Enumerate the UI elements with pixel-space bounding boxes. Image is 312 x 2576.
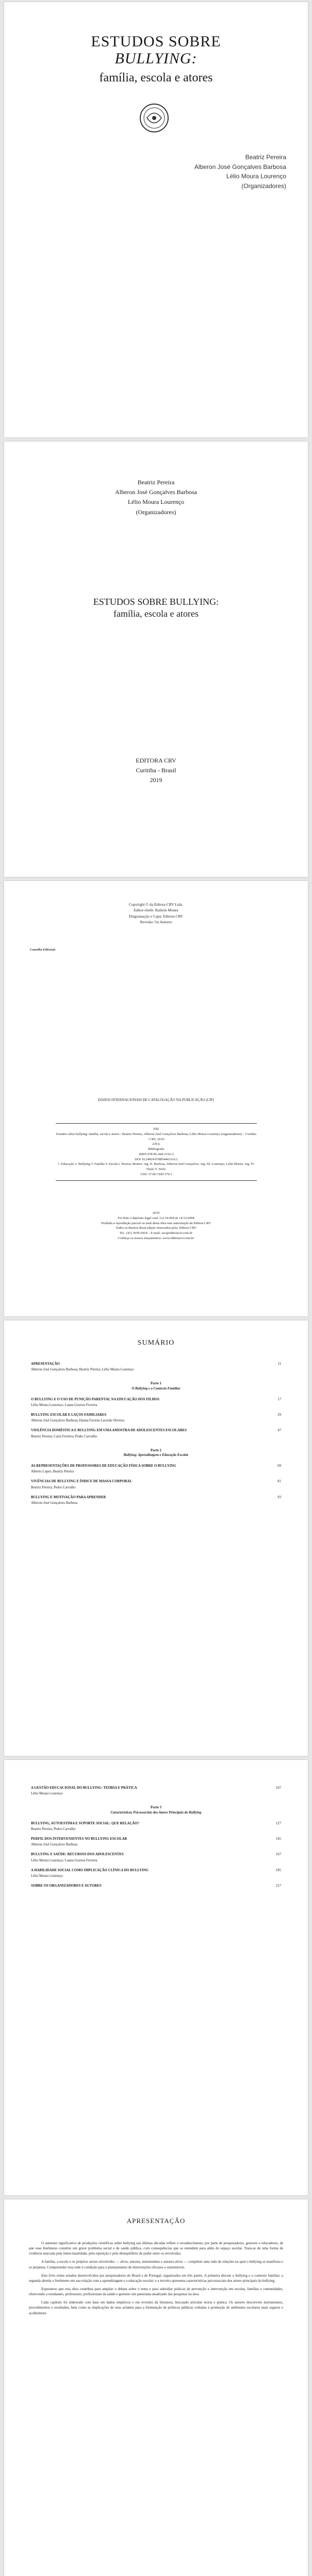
entry-title: O BULLYING E O USO DE PUNIÇÃO PARENTAL NA EDUCAÇÃO DOS FILHOS <box>31 1397 159 1401</box>
entry-title: A GESTÃO EDUCACIONAL DO BULLYING: TEORIA E PRÁTICA <box>31 1786 137 1790</box>
cip-line: E82 <box>153 1127 159 1131</box>
cip-line: 228 p. <box>152 1142 161 1146</box>
cip-line: CDU 37.06 CDD 370.1 <box>140 1172 172 1176</box>
summary-page <box>4 1320 308 1756</box>
entry-page: 29 <box>277 1413 281 1417</box>
paragraph: O aumento significativo de produções científicas sobre bullying nas últimas décadas reflete o reconhecimento, por parte de pesquisadores, gestores e educadores, de que esse fenômeno constitui um grave problema social e de saúde pública, com consequências que se estendem para além do espaço escolar. Trata-se de uma forma de violência marcada pela intencionalidade, pela repetição e pelo desequilíbrio de poder entre os envolvidos. <box>29 2241 283 2256</box>
summary-entry[interactable] <box>31 1397 281 1408</box>
half-title <box>4 596 308 619</box>
publisher-block <box>4 756 308 786</box>
summary-entry[interactable] <box>31 1837 281 1847</box>
copyright-block <box>4 902 308 925</box>
publication-year: 2019 <box>150 776 162 784</box>
entry-page: 107 <box>275 1786 281 1790</box>
entry-title: VIVÊNCIAS DE BULLYING E ÍNDICE DE MASSA CORPORAL <box>31 1480 132 1484</box>
part-label: Parte 3 <box>151 1806 161 1810</box>
summary-entry[interactable] <box>31 1479 281 1489</box>
entry-title: SOBRE OS ORGANIZADORES E AUTORES <box>31 1884 102 1888</box>
entry-page: 17 <box>277 1397 281 1401</box>
publisher-logo <box>139 103 169 133</box>
rights-line: Tel.: (41) 3039-6418 – E-mail: sac@editoracrv.com.br <box>119 1231 193 1235</box>
rights-line: Proibida a reprodução parcial ou total desta obra sem autorização da Editora CRV <box>101 1221 211 1225</box>
summary-entry[interactable] <box>31 1821 281 1832</box>
summary-entry[interactable] <box>31 1428 281 1438</box>
summary-list-continued <box>31 1786 281 1893</box>
cover-title-line1: ESTUDOS SOBRE <box>91 33 221 50</box>
summary-heading: SUMÁRIO <box>137 1339 175 1347</box>
entry-authors: Lélio Moura Lourenço <box>31 1874 63 1878</box>
cip-record <box>56 1123 257 1181</box>
summary-entry[interactable] <box>31 1413 281 1423</box>
cip-heading: DADOS INTERNACIONAIS DE CATALOGAÇÃO NA PUBLICAÇÃO (CIP) <box>98 1098 214 1102</box>
summary-entry[interactable] <box>31 1868 281 1878</box>
entry-page: 11 <box>277 1362 281 1366</box>
summary-entry[interactable] <box>31 1884 281 1888</box>
paragraph: Cada capítulo foi elaborado com base em dados empíricos e em revisões da literatura, buscando articular teoria e prática. Os autores descrevem instrumentos, procedimentos e resultados, bem como as implicações de seus achados para a formulação de políticas públicas voltadas à promoção de ambientes escolares mais seguros e acolhedores. <box>29 2300 283 2315</box>
entry-authors: Lélio Moura Lourenço; Luana Gouvea Ferreira <box>31 1858 97 1862</box>
publisher-name: EDITORA CRV <box>136 757 176 764</box>
cover-title-line2: BULLYING: <box>114 50 198 67</box>
cover-author: Alberon José Gonçalves Barbosa <box>194 163 286 171</box>
cip-line: ISBN 978-85-444-3316-2 <box>139 1152 174 1156</box>
entry-title: BULLYING ESCOLAR E LAÇOS FAMILIARES <box>31 1413 107 1417</box>
editorial-board <box>30 948 288 953</box>
entry-page: 217 <box>275 1884 281 1888</box>
summary-entry[interactable] <box>31 1495 281 1505</box>
entry-authors: Alberon José Gonçalves Barbosa; Beatriz Pereira; Lélio Moura Lourenço <box>31 1368 134 1372</box>
publisher-city: Curitiba - Brasil <box>136 767 176 774</box>
entry-page: 47 <box>277 1429 281 1433</box>
entry-authors: Lélio Moura Lourenço <box>31 1792 63 1796</box>
cover-authors <box>194 152 286 191</box>
entry-title: BULLYING, AUTOESTIMA E SUPORTE SOCIAL: QUE RELAÇÃO? <box>31 1821 139 1825</box>
part-heading <box>31 1381 281 1391</box>
entry-authors: Alberon José Gonçalves Barbosa <box>31 1501 78 1505</box>
paragraph: Este livro reúne estudos desenvolvidos por pesquisadores do Brasil e de Portugal, organizados em três partes. A primeira discute o bullying e o contexto familiar; a segunda aborda o fenômeno em sua relação com a aprendizagem e a educação escolar; e a terceira apresenta características psicossociais dos atores principais do bullying. <box>29 2273 283 2283</box>
cover-subtitle: família, escola e atores <box>99 71 213 84</box>
entry-page: 93 <box>277 1495 281 1499</box>
copyright-line: Revisão: Os Autores <box>140 919 172 924</box>
entry-title: BULLYING E SAÚDE: RECURSOS DOS ADOLESCENTES <box>31 1853 124 1857</box>
paragraph: Esperamos que esta obra contribua para ampliar o debate sobre o tema e para subsidiar práticas de prevenção e intervenção em escolas, famílias e comunidades, oferecendo a estudantes, professores, profissionais da saúde e gestores um panorama atualizado das pesquisas na área. <box>29 2286 283 2297</box>
half-title-page <box>4 442 308 877</box>
entry-authors: Alberto Lopes; Beatriz Pereira <box>31 1470 74 1474</box>
presentation-body <box>29 2241 283 2319</box>
entry-authors: Beatriz Pereira; Pedro Carvalho <box>31 1827 76 1831</box>
entry-page: 81 <box>277 1480 281 1484</box>
entry-page: 167 <box>275 1853 281 1857</box>
entry-authors: Alberon José Gonçalves Barbosa; Hanna Faviola Lacerda Oliveira <box>31 1419 124 1423</box>
rights-line: Foi feito o depósito legal conf. Lei 10.994 de 14/12/2004 <box>118 1216 194 1220</box>
author-name: Lélio Moura Lourenço <box>127 498 185 506</box>
part-heading <box>31 1448 281 1458</box>
copyright-line: Copyright © da Editora CRV Ltda. <box>129 902 183 907</box>
entry-authors: Beatriz Pereira; Carla Ferreira; Pedro Carvalho <box>31 1434 97 1438</box>
summary-entry[interactable] <box>31 1786 281 1796</box>
part-heading <box>31 1805 281 1815</box>
copyright-line: Editor-chefe: Railson Moura <box>134 908 178 913</box>
part-title: Características Psicossociais dos Atores Principais do Bullying <box>110 1810 202 1815</box>
cover-author: Beatriz Pereira <box>245 154 286 161</box>
book-title: ESTUDOS SOBRE BULLYING: <box>93 597 219 607</box>
cip-line: DOI 10.24824/978854443316.2 <box>135 1157 178 1161</box>
part-title: Bullying: Aprendizagem e Educação Escolar <box>123 1453 189 1457</box>
rights-line: Conheça os nossos lançamentos: www.editoracrv.com.br <box>118 1236 194 1240</box>
entry-page: 69 <box>277 1464 281 1468</box>
part-title: O Bullying e o Contexto Familiar <box>132 1386 180 1391</box>
entry-title: VIOLÊNCIA DOMÉSTICA E BULLYING EM UMA AMOSTRA DE ADOLESCENTES ESCOLARES <box>31 1429 187 1433</box>
entry-authors: Lélio Moura Lourenço; Luana Gouvea Ferreira <box>31 1403 97 1407</box>
book-subtitle: família, escola e atores <box>113 608 199 619</box>
rights-line: Todos os direitos desta edição reservados pela: Editora CRV <box>116 1226 196 1230</box>
author-name: Alberon José Gonçalves Barbosa <box>115 488 197 496</box>
copyright-page <box>4 881 308 1316</box>
entry-page: 127 <box>275 1821 281 1825</box>
rights-line: 2019 <box>153 1211 159 1215</box>
cover-organizers-label: (Organizadores) <box>241 182 286 190</box>
paragraph: A família, a escola e os próprios atores envolvidos — alvos, autores, testemunhas e autores-alvos — compõem uma rede de relações na qual o bullying se manifesta e se perpetua. Compreender essa rede é condição para o planejamento de intervenções eficazes e sustentáveis. <box>29 2260 283 2269</box>
presentation-page <box>4 2199 308 2576</box>
entry-authors: Beatriz Pereira; Pedro Carvalho <box>31 1485 76 1489</box>
part-label: Parte 1 <box>151 1382 161 1386</box>
rights-block <box>4 1211 308 1241</box>
board-heading: Conselho Editorial: <box>30 948 56 952</box>
cip-line: Estudos sobre bullying: família, escola e atores / Beatriz Pereira, Alberon José Gonçalves Barbosa, Lélio Moura Lourenço (organizadores) – Curitiba : CRV, 2019. <box>56 1132 256 1141</box>
half-title-authors <box>4 478 308 517</box>
part-label: Parte 2 <box>151 1448 161 1452</box>
entry-title: AS REPRESENTAÇÕES DE PROFESSORES DE EDUCAÇÃO FÍSICA SOBRE O BULLYING <box>31 1464 176 1468</box>
summary-page-continued <box>4 1760 308 2195</box>
presentation-title: APRESENTAÇÃO <box>126 2217 186 2225</box>
summary-entry[interactable] <box>31 1362 281 1372</box>
entry-page: 185 <box>275 1868 281 1872</box>
summary-list <box>31 1362 281 1511</box>
cover-title <box>25 33 287 67</box>
cip-line: 1. Educação 2. Bullying 3. Família 4. Escola I. Pereira, Beatriz. org. II. Barbosa, Alberon José Gonçalves. org. III. Lourenço, Lélio Moura. org. IV. Título V. Série. <box>58 1162 255 1171</box>
copyright-line: Diagramação e Capa: Editora CRV <box>128 913 184 919</box>
organizers-label: (Organizadores) <box>136 508 176 516</box>
author-name: Beatriz Pereira <box>137 479 175 486</box>
entry-title: BULLYING E MOTIVAÇÃO PARA APRENDER <box>31 1495 106 1499</box>
cip-line: Bibliografia <box>148 1147 165 1151</box>
entry-title: PERFIL DOS INTERVENIENTES NO BULLYING ESCOLAR <box>31 1837 127 1841</box>
summary-entry[interactable] <box>31 1852 281 1862</box>
cover-page <box>4 2 308 437</box>
entry-authors: Alberon José Gonçalves Barbosa <box>31 1843 78 1847</box>
entry-page: 145 <box>275 1837 281 1841</box>
summary-entry[interactable] <box>31 1464 281 1474</box>
entry-title: APRESENTAÇÃO <box>31 1362 60 1366</box>
cover-author: Lélio Moura Lourenço <box>226 173 286 180</box>
entry-title: A HABILIDADE SOCIAL COMO IMPLICAÇÃO CLÍNICA DO BULLYING <box>31 1868 149 1872</box>
